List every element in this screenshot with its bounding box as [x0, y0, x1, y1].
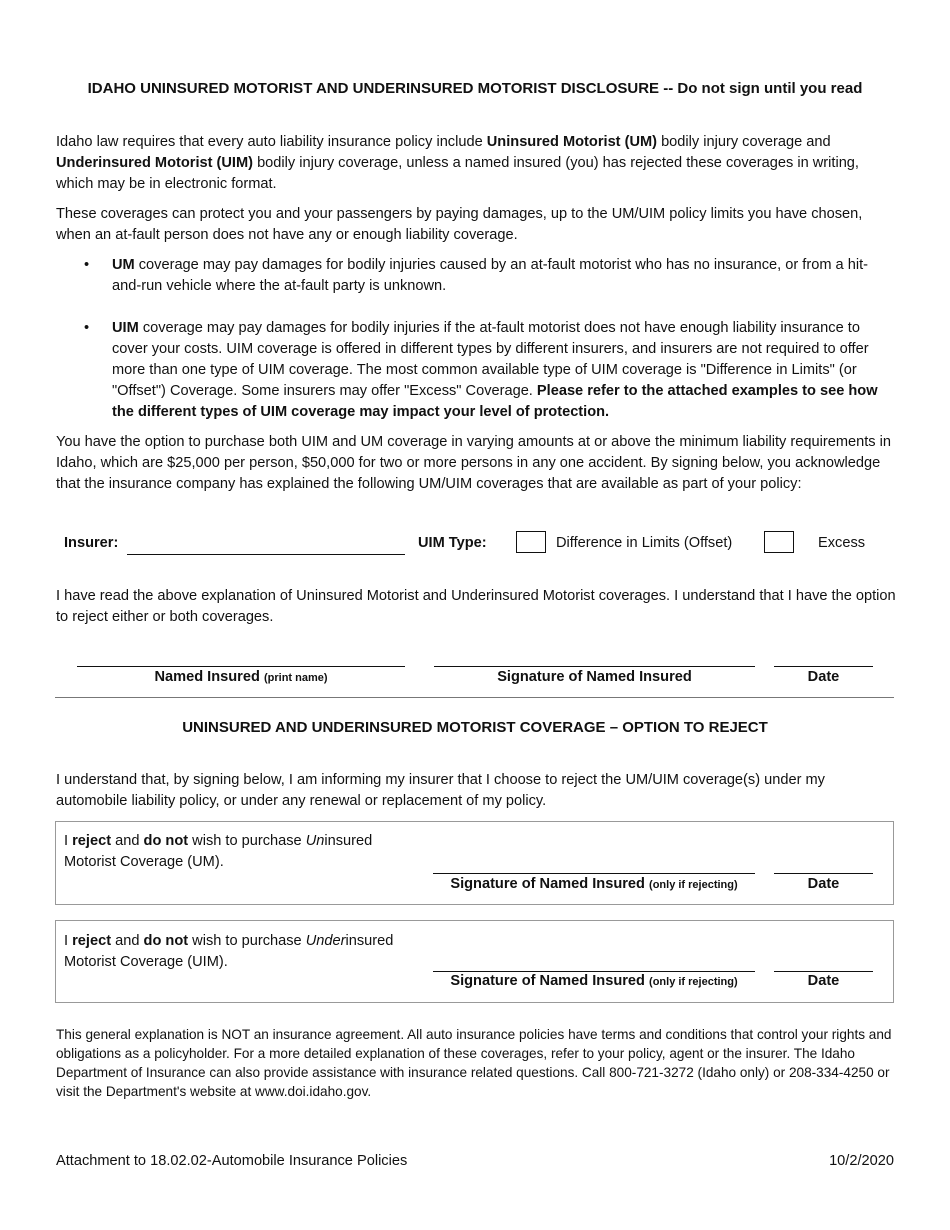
acknowledgment-paragraph: I have read the above explanation of Uninsured Motorist and Underinsured Motorist coverages. I understand that I have the option to reject either or both coverages.: [56, 588, 896, 625]
reject-uim-signature-line[interactable]: [433, 971, 755, 972]
excess-label: Excess: [818, 535, 866, 551]
reject-um-statement: I reject and do not wish to purchase Uninsured Motorist Coverage (UM).: [64, 833, 373, 870]
insurer-label: Insurer:: [64, 535, 119, 551]
bullet-uim: • UIM coverage may pay damages for bodily injuries if the at-fault motorist does not have enough liability insurance to cover your costs. UIM coverage is offered in different types by different insurers, and insurers are not required to offer more than one type of UIM coverage. The most common available type of UIM coverage is "Difference in Limits" (or "Offset") Coverage. Some insurers may offer "Excess" Coverage. Please refer to the attached examples to see how the different types of UIM coverage may impact your level of protection.: [84, 320, 878, 420]
reject-um-signature-line[interactable]: [433, 873, 755, 874]
intro-paragraph: Idaho law requires that every auto liability insurance policy include Uninsured Motorist (UM) bodily injury coverage and Underinsured Motorist (UIM) bodily injury coverage, unless a named insured (you) has rejected these coverages in writing, which may be in electronic format.: [56, 134, 859, 192]
named-insured-line[interactable]: [77, 666, 405, 667]
signature-caption: Signature of Named Insured: [497, 669, 692, 685]
reject-uim-signature-caption: Signature of Named Insured (only if rejecting): [450, 973, 738, 989]
insurer-input-line[interactable]: [127, 554, 405, 555]
reject-um-date-line[interactable]: [774, 873, 873, 874]
date-line[interactable]: [774, 666, 873, 667]
uim-term: Underinsured Motorist (UIM): [56, 155, 254, 171]
uim-type-label: UIM Type:: [418, 535, 487, 551]
signature-line[interactable]: [434, 666, 755, 667]
reject-paragraph: I understand that, by signing below, I am informing my insurer that I choose to reject the UM/UIM coverage(s) under my automobile liability policy, or under any renewal or replacement of my policy.: [56, 772, 825, 809]
reject-um-date-caption: Date: [807, 876, 840, 892]
footer-date: 10/2/2020: [829, 1153, 894, 1169]
section-divider: [55, 697, 894, 698]
date-caption: Date: [807, 669, 840, 685]
named-insured-caption: Named Insured (print name): [154, 669, 328, 685]
bullet-icon: •: [84, 320, 90, 336]
reject-uim-date-line[interactable]: [774, 971, 873, 972]
page-title: IDAHO UNINSURED MOTORIST AND UNDERINSURED MOTORIST DISCLOSURE -- Do not sign until you read: [87, 80, 863, 97]
reject-section-heading: UNINSURED AND UNDERINSURED MOTORIST COVERAGE – OPTION TO REJECT: [182, 719, 768, 736]
difference-in-limits-checkbox[interactable]: [516, 531, 546, 553]
difference-in-limits-label: Difference in Limits (Offset): [556, 535, 733, 551]
um-term: Uninsured Motorist (UM): [486, 134, 658, 150]
reject-uim-statement: I reject and do not wish to purchase Underinsured Motorist Coverage (UIM).: [64, 933, 394, 970]
excess-checkbox[interactable]: [764, 531, 794, 553]
bullet-icon: •: [84, 257, 90, 273]
reject-um-signature-caption: Signature of Named Insured (only if rejecting): [450, 876, 738, 892]
coverage-paragraph: These coverages can protect you and your passengers by paying damages, up to the UM/UIM policy limits you have chosen, when an at-fault person does not have any or enough liability coverage.: [56, 206, 863, 243]
general-explanation: This general explanation is NOT an insurance agreement. All auto insurance policies have terms and conditions that control your rights and obligations as a policyholder. For a more detailed explanation of these coverages, refer to your policy, agent or the insurer. The Idaho Department of Insurance can also provide assistance with insurance related questions. Call 800-721-3272 (Idaho only) or 208-334-4250 or visit the Department's website at www.doi.idaho.gov.: [56, 1027, 892, 1099]
bullet-um: • UM coverage may pay damages for bodily injuries caused by an at-fault motorist who has no insurance, or from a hit-and-run vehicle where the at-fault party is unknown.: [84, 257, 868, 294]
reject-uim-date-caption: Date: [807, 973, 840, 989]
option-paragraph: You have the option to purchase both UIM and UM coverage in varying amounts at or above the minimum liability requirements in Idaho, which are $25,000 per person, $50,000 for two or more persons in any one accident. By signing below, you acknowledge that the insurance company has explained the following UM/UIM coverages that are available as part of your policy:: [56, 434, 891, 492]
footer-attachment: Attachment to 18.02.02-Automobile Insurance Policies: [56, 1153, 408, 1169]
